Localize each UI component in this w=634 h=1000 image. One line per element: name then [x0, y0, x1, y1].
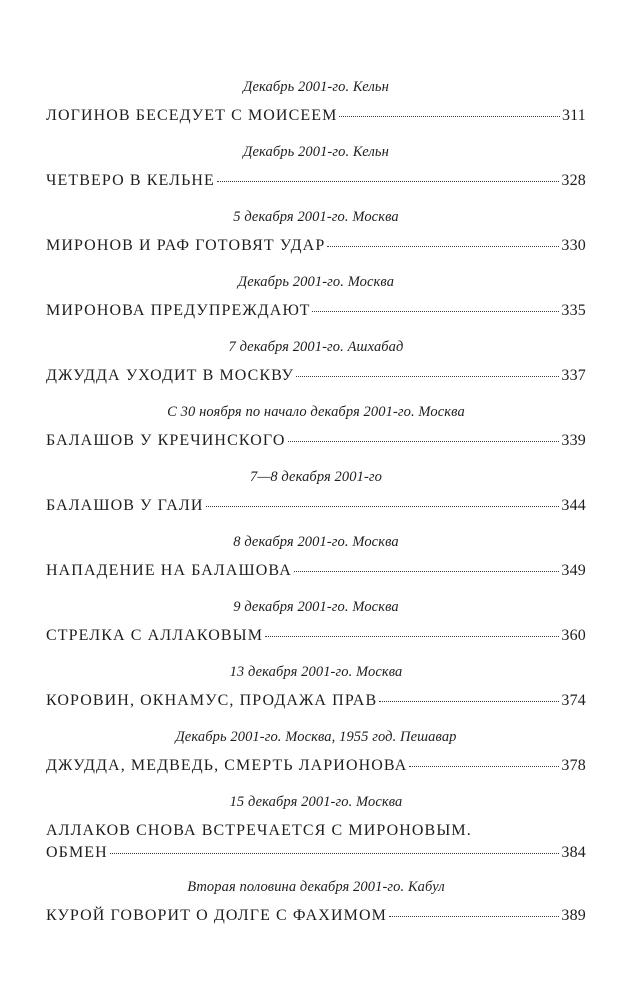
page-number: 328 — [561, 172, 586, 189]
dot-leader — [206, 506, 560, 507]
toc-entry — [46, 598, 586, 663]
chapter-title: НАПАДЕНИЕ НА БАЛАШОВА — [46, 562, 292, 579]
page-number: 378 — [561, 757, 586, 774]
page-number: 330 — [561, 237, 586, 254]
toc-entry — [46, 273, 586, 338]
page-number: 337 — [561, 367, 586, 384]
dot-leader — [379, 701, 559, 702]
chapter-title-row — [46, 106, 586, 126]
page-number: 389 — [561, 907, 586, 924]
toc-entry — [46, 793, 586, 878]
chapter-title-row — [46, 366, 586, 386]
chapter-title-row — [46, 236, 586, 256]
toc-entry — [46, 143, 586, 208]
chapter-date: С 30 ноября по начало декабря 2001-го. Москва — [167, 404, 465, 420]
dot-leader — [389, 916, 559, 917]
chapter-title: ЧЕТВЕРО В КЕЛЬНЕ — [46, 172, 215, 189]
chapter-title: КУРОЙ ГОВОРИТ О ДОЛГЕ С ФАХИМОМ — [46, 907, 387, 924]
chapter-date: 7 декабря 2001-го. Ашхабад — [228, 339, 404, 355]
toc-entry — [46, 728, 586, 793]
dot-leader — [288, 441, 560, 442]
dot-leader — [294, 571, 560, 572]
page-number: 339 — [561, 432, 586, 449]
chapter-title-row — [46, 843, 586, 863]
chapter-date: 5 декабря 2001-го. Москва — [233, 209, 399, 225]
chapter-title-row — [46, 691, 586, 711]
dot-leader — [409, 766, 559, 767]
chapter-date: Вторая половина декабря 2001-го. Кабул — [187, 879, 445, 895]
chapter-date: Декабрь 2001-го. Москва — [237, 274, 395, 290]
chapter-title: БАЛАШОВ У ГАЛИ — [46, 497, 204, 514]
table-of-contents — [46, 78, 586, 943]
chapter-title-row — [46, 171, 586, 191]
chapter-date: 13 декабря 2001-го. Москва — [229, 664, 403, 680]
page-number: 384 — [561, 844, 586, 861]
chapter-title-row — [46, 906, 586, 926]
dot-leader — [339, 116, 560, 117]
chapter-title-line2: ОБМЕН — [46, 844, 108, 861]
page-number: 344 — [561, 497, 586, 514]
toc-entry — [46, 468, 586, 533]
page-number: 360 — [561, 627, 586, 644]
chapter-title: ДЖУДДА УХОДИТ В МОСКВУ — [46, 367, 295, 384]
dot-leader — [296, 376, 559, 377]
chapter-date: 9 декабря 2001-го. Москва — [233, 599, 399, 615]
toc-entry — [46, 533, 586, 598]
chapter-title-row — [46, 431, 586, 451]
page-number: 374 — [561, 692, 586, 709]
dot-leader — [110, 853, 560, 854]
toc-entry — [46, 78, 586, 143]
chapter-title: МИРОНОВ И РАФ ГОТОВЯТ УДАР — [46, 237, 326, 254]
toc-entry — [46, 663, 586, 728]
chapter-title: ДЖУДДА, МЕДВЕДЬ, СМЕРТЬ ЛАРИОНОВА — [46, 757, 408, 774]
dot-leader — [327, 246, 559, 247]
chapter-title: ЛОГИНОВ БЕСЕДУЕТ С МОИСЕЕМ — [46, 107, 338, 124]
page-number: 311 — [561, 107, 586, 124]
chapter-date: 8 декабря 2001-го. Москва — [233, 534, 399, 550]
chapter-title: КОРОВИН, ОКНАМУС, ПРОДАЖА ПРАВ — [46, 692, 378, 709]
chapter-title: МИРОНОВА ПРЕДУПРЕЖДАЮТ — [46, 302, 311, 319]
chapter-title-line1: АЛЛАКОВ СНОВА ВСТРЕЧАЕТСЯ С МИРОНОВЫМ. — [46, 822, 472, 839]
chapter-date: Декабрь 2001-го. Кельн — [243, 79, 389, 95]
chapter-title: БАЛАШОВ У КРЕЧИНСКОГО — [46, 432, 286, 449]
chapter-date: 15 декабря 2001-го. Москва — [229, 794, 403, 810]
toc-entry — [46, 338, 586, 403]
toc-entry — [46, 208, 586, 273]
dot-leader — [217, 181, 559, 182]
page-number: 349 — [561, 562, 586, 579]
chapter-title-row — [46, 496, 586, 516]
chapter-date: Декабрь 2001-го. Кельн — [243, 144, 389, 160]
dot-leader — [265, 636, 559, 637]
toc-entry — [46, 878, 586, 943]
chapter-date: 7—8 декабря 2001-го — [250, 469, 382, 485]
toc-entry — [46, 403, 586, 468]
page-number: 335 — [561, 302, 586, 319]
chapter-title-row — [46, 756, 586, 776]
dot-leader — [312, 311, 559, 312]
chapter-title: СТРЕЛКА С АЛЛАКОВЫМ — [46, 627, 264, 644]
chapter-title-row — [46, 561, 586, 581]
chapter-date: Декабрь 2001-го. Москва, 1955 год. Пешавар — [175, 729, 457, 745]
chapter-title-row — [46, 301, 586, 321]
chapter-title-row — [46, 626, 586, 646]
